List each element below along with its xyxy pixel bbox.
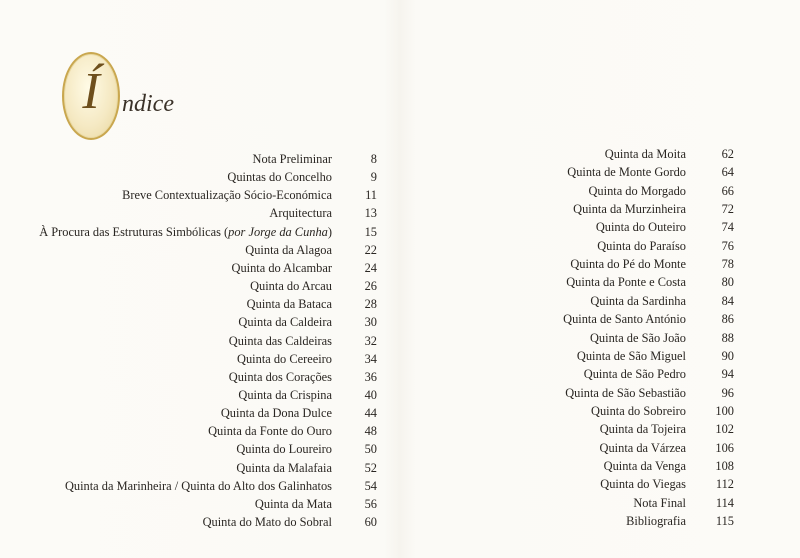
entry-page-number: 84 [721,293,734,308]
entry-title: Quinta de Santo António [563,312,686,327]
entry-title: Quinta do Loureiro [236,442,332,457]
entry-title: Quinta da Moita [604,147,686,161]
entry-page-number: 15 [364,224,377,239]
entry-title: Quinta da Venga [603,458,686,473]
entry-title: Quinta do Pé do Monte [570,257,686,272]
entry-title: Quinta do Paraíso [597,238,686,253]
entry-title: Quinta do Morgado [588,183,686,198]
entry-title: Quinta da Crispina [238,387,332,402]
entry-title: Quinta da Alagoa [245,242,332,257]
entry-page-number: 102 [715,422,734,437]
entry-title: Quinta do Cereeiro [237,351,332,366]
entry-page-number: 66 [721,183,734,198]
entry-page-number: 48 [364,424,377,439]
entry-page-number: 76 [721,238,734,253]
entry-title-part: À Procura das Estruturas Simbólicas ( [39,224,229,239]
entry-title: Quinta do Sobreiro [591,403,686,418]
entry-page-number: 96 [721,385,734,400]
entry-title: Quinta da Malafaia [236,460,332,475]
entry-page-number: 80 [721,275,734,290]
entry-title: Quinta de São Sebastião [565,385,686,400]
entry-page-number: 64 [721,165,734,180]
entry-title: Quinta da Várzea [599,440,686,455]
entry-page-number: 50 [364,442,377,457]
index-heading [62,52,262,142]
entry-page-number: 30 [364,315,377,330]
entry-title: Quinta da Bataca [246,297,332,312]
entry-title: Quinta da Mata [254,496,332,511]
entry-title: Quinta das Caldeiras [228,333,332,348]
entry-page-number: 34 [364,351,377,366]
entry-title: Quinta do Mato do Sobral [202,515,332,529]
entry-title: Quinta de São Pedro [583,367,686,382]
entry-page-number: 78 [721,257,734,272]
entry-page-number: 115 [715,514,734,528]
entry-title: Quinta da Caldeira [238,315,332,330]
entry-title: Quinta de São João [589,330,686,345]
entry-title: Quinta da Marinheira / Quinta do Alto dos Galinhatos [64,478,332,493]
entry-page-number: 94 [721,367,734,382]
entry-page-number: 32 [364,333,377,348]
entry-title: Quinta do Alcambar [231,260,332,275]
entry-page-number: 8 [370,152,377,166]
entry-title: Quinta de São Miguel [576,348,686,363]
entry-page-number: 114 [715,495,734,510]
entry-page-number: 36 [364,369,377,384]
entry-page-number: 112 [715,477,734,492]
entry-page-number: 86 [721,312,734,327]
entry-page-number: 11 [365,188,377,203]
entry-page-number: 90 [721,348,734,363]
entry-page-number: 74 [721,220,734,235]
entry-page-number: 44 [364,406,377,421]
entry-title: Bibliografia [626,514,686,528]
entry-author: por Jorge da Cunha [228,224,328,239]
entry-title: Nota Final [633,495,686,510]
entry-page-number: 22 [364,242,377,257]
entry-title: Quinta da Fonte do Ouro [208,424,332,439]
entry-title: Nota Preliminar [252,152,332,166]
entry-page-number: 62 [721,147,734,161]
entry-title: Quinta da Murzinheira [573,202,686,217]
entry-title: Quinta da Tojeira [599,422,686,437]
entry-title: Quinta da Ponte e Costa [566,275,686,290]
entry-page-number: 72 [721,202,734,217]
entry-page-number: 13 [364,206,377,221]
entry-page-number: 52 [364,460,377,475]
entry-page-number: 100 [715,403,734,418]
entry-page-number: 56 [364,496,377,511]
heading-rest: ndice [122,91,174,117]
entry-title: Quinta da Dona Dulce [220,406,332,421]
heading-initial: Í [82,63,100,120]
entry-title [39,224,332,240]
entry-title: Breve Contextualização Sócio-Económica [122,188,332,203]
entry-title: Quinta dos Corações [228,369,332,384]
entry-title: Quinta de Monte Gordo [567,165,686,180]
entry-page-number: 88 [721,330,734,345]
entry-title: Quinta da Sardinha [590,293,686,308]
entry-page-number: 54 [364,478,377,493]
entry-title: Quinta do Arcau [250,279,332,294]
entry-page-number: 108 [715,458,734,473]
entry-page-number: 24 [364,260,377,275]
entry-page-number: 26 [364,279,377,294]
entry-title: Arquitectura [269,206,332,221]
entry-title: Quintas do Concelho [227,170,332,185]
entry-title: Quinta do Viegas [600,477,686,492]
entry-page-number: 9 [370,170,377,185]
entry-page-number: 40 [364,387,377,402]
entry-page-number: 106 [715,440,734,455]
entry-title: Quinta do Outeiro [595,220,686,235]
entry-page-number: 28 [364,297,377,312]
entry-page-number: 60 [364,515,377,529]
entry-title-part: ) [327,224,332,239]
